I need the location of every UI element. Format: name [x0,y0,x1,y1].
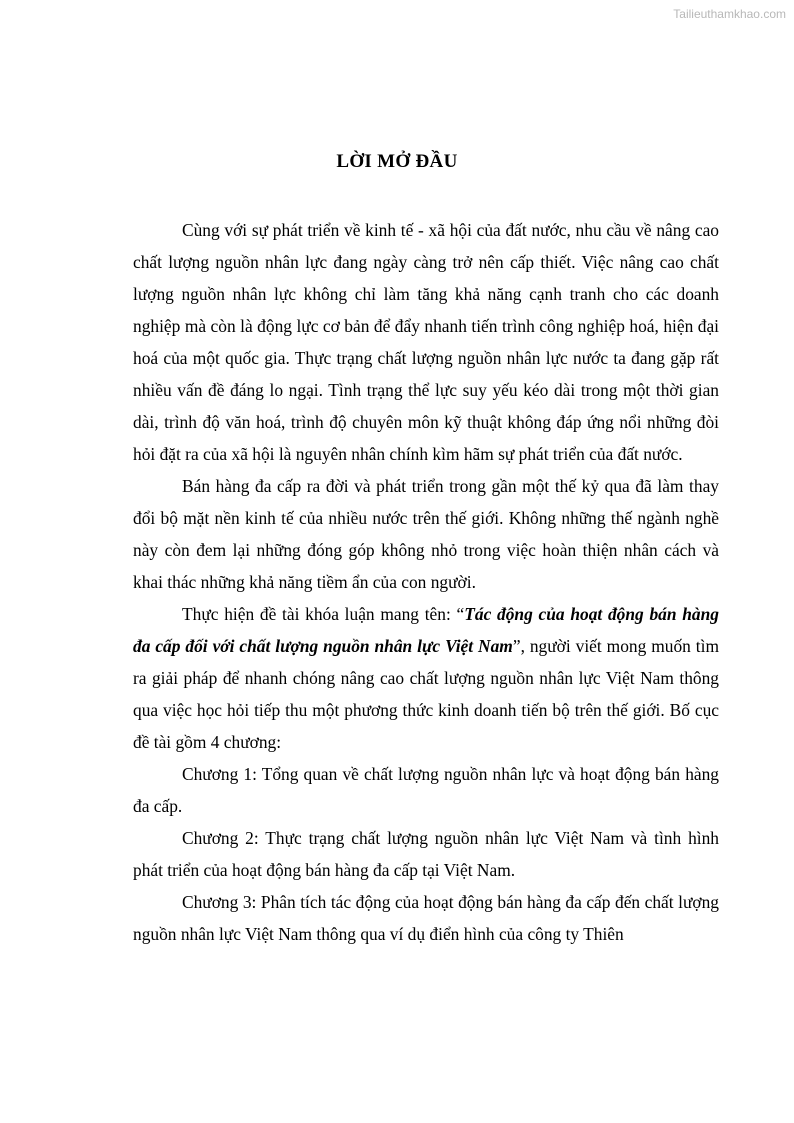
chapter-1: Chương 1: Tổng quan về chất lượng nguồn nhân lực và hoạt động bán hàng đa cấp. [133,764,719,816]
chapter-2: Chương 2: Thực trạng chất lượng nguồn nhân lực Việt Nam và tình hình phát triển của hoạt động bán hàng đa cấp tại Việt Nam. [133,828,719,880]
page-title: LỜI MỞ ĐẦU [336,151,458,172]
body-text [133,214,719,950]
paragraph-intro: Cùng với sự phát triển về kinh tế - xã hội của đất nước, nhu cầu về nâng cao chất lượng nguồn nhân lực đang ngày càng trở nên cấp thiết. Việc nâng cao chất lượng nguồn nhân lực không chỉ làm tăng khả năng cạnh tranh cho các doanh nghiệp mà còn là động lực cơ bản để đẩy nhanh tiến trình công nghiệp hoá, hiện đại hoá của một quốc gia. Thực trạng chất lượng nguồn nhân lực nước ta đang gặp rất nhiều vấn đề đáng lo ngại. Tình trạng thể lực suy yếu kéo dài trong một thời gian dài, trình độ văn hoá, trình độ chuyên môn kỹ thuật không đáp ứng nổi những đòi hỏi đặt ra của xã hội là nguyên nhân chính kìm hãm sự phát triển của đất nước. [133,220,719,464]
thesis-suffix: ”, người viết mong muốn tìm ra giải pháp để nhanh chóng nâng cao chất lượng nguồn nhân lực Việt Nam thông qua việc học hỏi tiếp thu một phương thức kinh doanh tiến bộ trên thế giới. Bố cục đề tài gồm 4 chương: [133,636,719,752]
thesis-prefix: Thực hiện đề tài khóa luận mang tên: “ [182,604,465,624]
paragraph-mlm: Bán hàng đa cấp ra đời và phát triển trong gần một thế kỷ qua đã làm thay đổi bộ mặt nền kinh tế của nhiều nước trên thế giới. Không những thế ngành nghề này còn đem lại những đóng góp không nhỏ trong việc hoàn thiện nhân cách và khai thác những khả năng tiềm ẩn của con người. [133,476,719,592]
paragraph-thesis [133,598,719,758]
watermark: Tailieuthamkhao.com [673,7,786,21]
thesis-topic: Tác động của hoạt động bán hàng đa cấp đối với chất lượng nguồn nhân lực Việt Nam [133,604,719,656]
chapter-3: Chương 3: Phân tích tác động của hoạt động bán hàng đa cấp đến chất lượng nguồn nhân lực Việt Nam thông qua ví dụ điển hình của công ty Thiên [133,892,719,944]
